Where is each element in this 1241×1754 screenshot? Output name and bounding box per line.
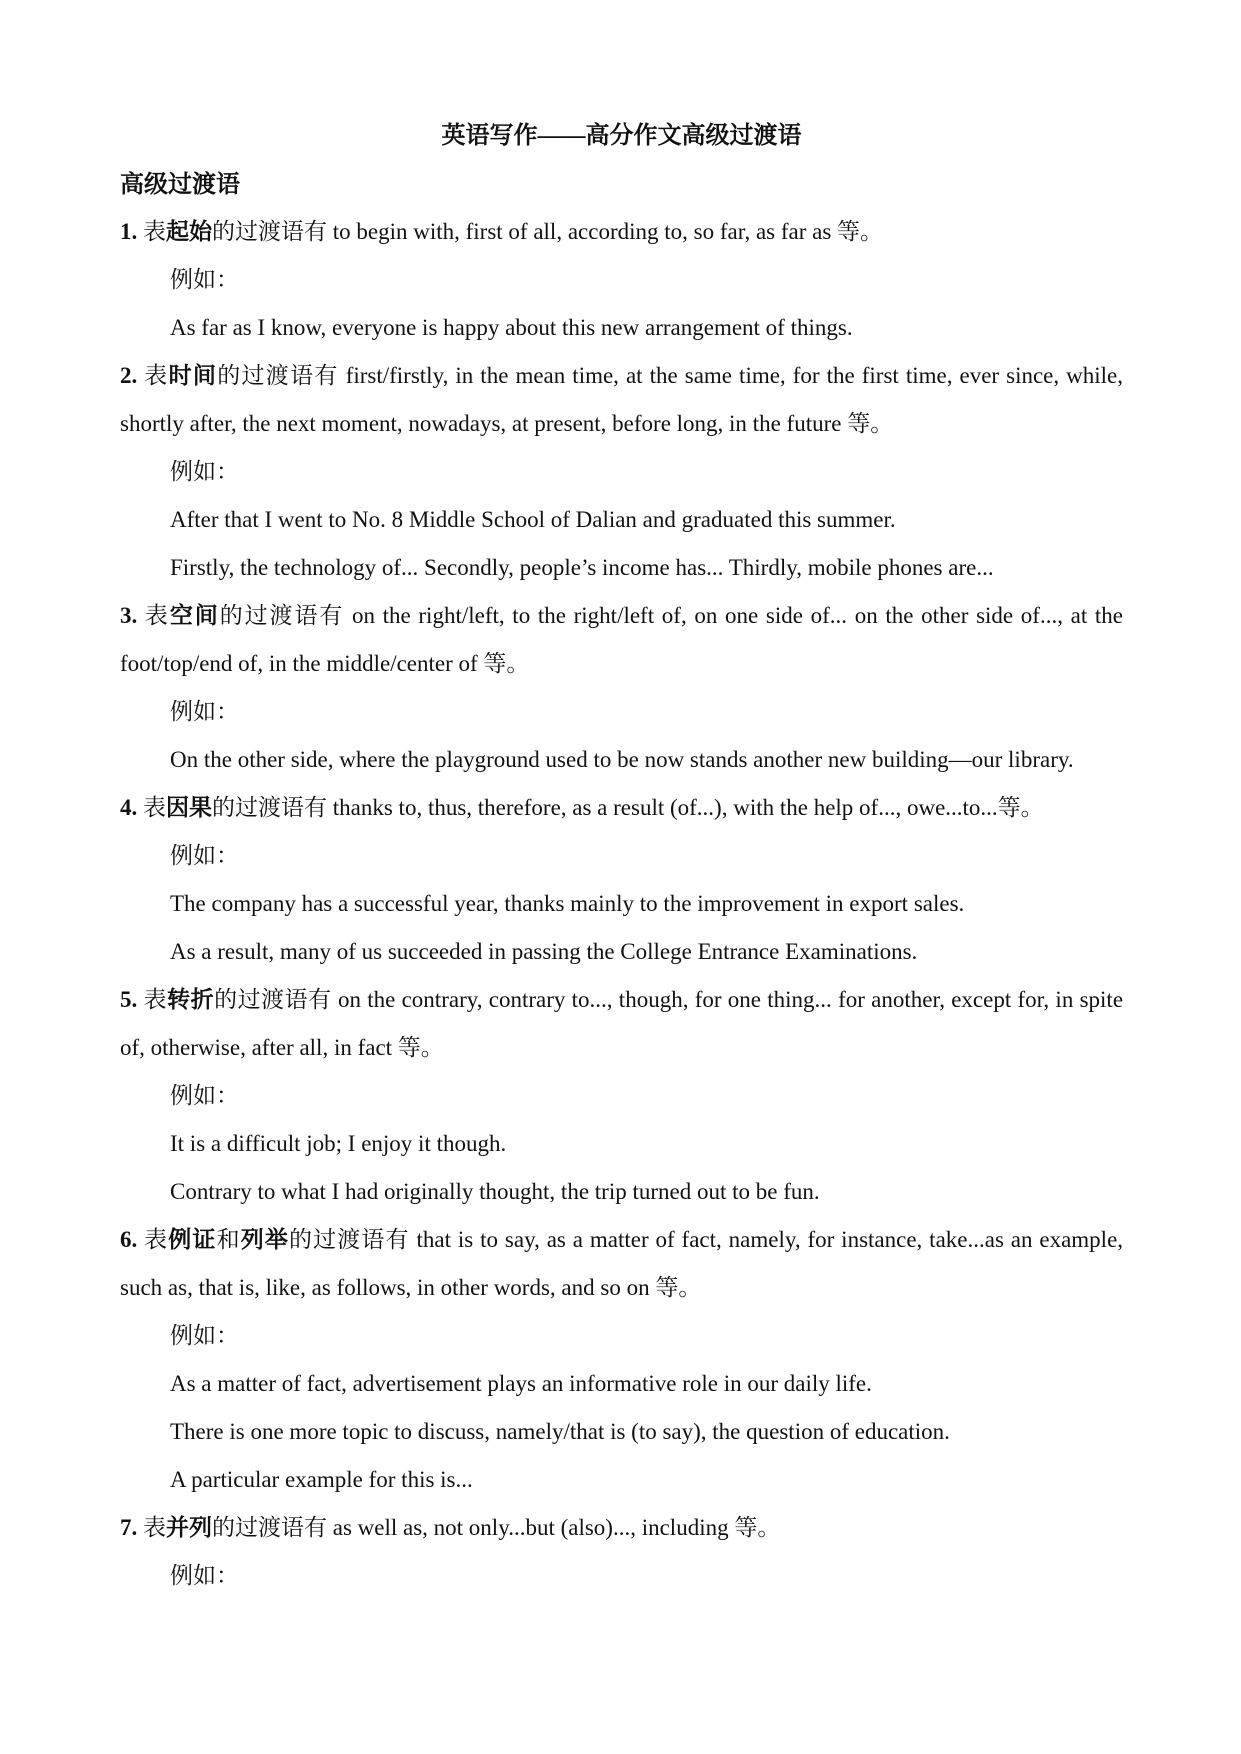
item-keyword: 因果 — [166, 795, 212, 820]
item-5 — [120, 976, 1123, 1072]
example-label: 例如： — [170, 1083, 239, 1108]
example-label: 例如： — [170, 1323, 239, 1348]
item-1 — [120, 208, 1123, 256]
example-sentence: On the other side, where the playground used to be now stands another new building—our library. — [170, 747, 1074, 772]
item-lead: 表 — [143, 219, 166, 244]
item-number: 4. — [120, 795, 138, 820]
example-label: 例如： — [170, 699, 239, 724]
example-label: 例如： — [170, 267, 239, 292]
item-4 — [120, 784, 1123, 832]
example-sentence: The company has a successful year, thanks mainly to the improvement in export sales. — [170, 891, 965, 916]
item-keyword: 起始 — [166, 219, 212, 244]
item-number: 6. — [120, 1227, 138, 1252]
item-text: 的过渡语有 as well as, not only...but (also)..., including 等。 — [212, 1515, 781, 1540]
item-lead: 表 — [144, 1227, 169, 1252]
example-sentence: After that I went to No. 8 Middle School of Dalian and graduated this summer. — [170, 507, 896, 532]
example-label: 例如： — [170, 1563, 239, 1588]
item-connector: 和 — [216, 1227, 241, 1252]
item-keyword: 时间 — [168, 363, 218, 388]
item-lead: 表 — [143, 1515, 166, 1540]
example-label: 例如： — [170, 843, 239, 868]
item-number: 7. — [120, 1515, 138, 1540]
item-keyword: 空间 — [169, 603, 220, 628]
item-text: 的过渡语有 first/firstly, in the mean time, at the same time, for the first time, ever since, while, shortly after, the next moment, nowadays, at present, before long, in the future 等。 — [120, 363, 1124, 436]
item-2 — [120, 352, 1123, 448]
example-sentence: A particular example for this is... — [170, 1467, 473, 1492]
item-text: 的过渡语有 thanks to, thus, therefore, as a result (of...), with the help of..., owe...to...等。 — [212, 795, 1044, 820]
example-sentence: It is a difficult job; I enjoy it though. — [170, 1131, 507, 1156]
example-sentence: As a result, many of us succeeded in passing the College Entrance Examinations. — [170, 939, 918, 964]
example-sentence: As far as I know, everyone is happy about this new arrangement of things. — [170, 315, 853, 340]
item-lead: 表 — [143, 795, 166, 820]
item-7 — [120, 1504, 1123, 1552]
item-number: 5. — [120, 987, 138, 1012]
section-heading: 高级过渡语 — [120, 172, 240, 198]
item-text: 的过渡语有 to begin with, first of all, according to, so far, as far as 等。 — [212, 219, 884, 244]
example-label: 例如： — [170, 459, 239, 484]
example-sentence: Contrary to what I had originally thought, the trip turned out to be fun. — [170, 1179, 820, 1204]
item-text: 的过渡语有 that is to say, as a matter of fact, namely, for instance, take...as an example, such as, that is, like, as follows, in other words, and so on 等。 — [120, 1227, 1124, 1300]
item-lead: 表 — [143, 987, 168, 1012]
example-sentence: Firstly, the technology of... Secondly, people’s income has... Thirdly, mobile phones are... — [170, 555, 994, 580]
item-keyword: 转折 — [167, 987, 215, 1012]
example-sentence: There is one more topic to discuss, namely/that is (to say), the question of education. — [170, 1419, 950, 1444]
item-text: 的过渡语有 on the right/left, to the right/left of, on one side of... on the other side of..., at the foot/top/end of, in the middle/center of 等。 — [120, 603, 1123, 676]
example-sentence: As a matter of fact, advertisement plays an informative role in our daily life. — [170, 1371, 872, 1396]
item-number: 2. — [120, 363, 138, 388]
item-keyword: 例证 — [168, 1227, 217, 1252]
item-keyword-2: 列举 — [240, 1227, 289, 1252]
document-title: 英语写作——高分作文高级过渡语 — [441, 123, 802, 149]
item-lead: 表 — [144, 363, 169, 388]
item-text: 的过渡语有 on the contrary, contrary to..., though, for one thing... for another, except for, in spite of, otherwise, after all, in fact 等。 — [120, 987, 1124, 1060]
item-lead: 表 — [144, 603, 170, 628]
item-number: 3. — [120, 603, 138, 628]
item-keyword: 并列 — [166, 1515, 212, 1540]
item-number: 1. — [120, 219, 138, 244]
item-6 — [120, 1216, 1123, 1312]
item-3 — [120, 592, 1123, 688]
